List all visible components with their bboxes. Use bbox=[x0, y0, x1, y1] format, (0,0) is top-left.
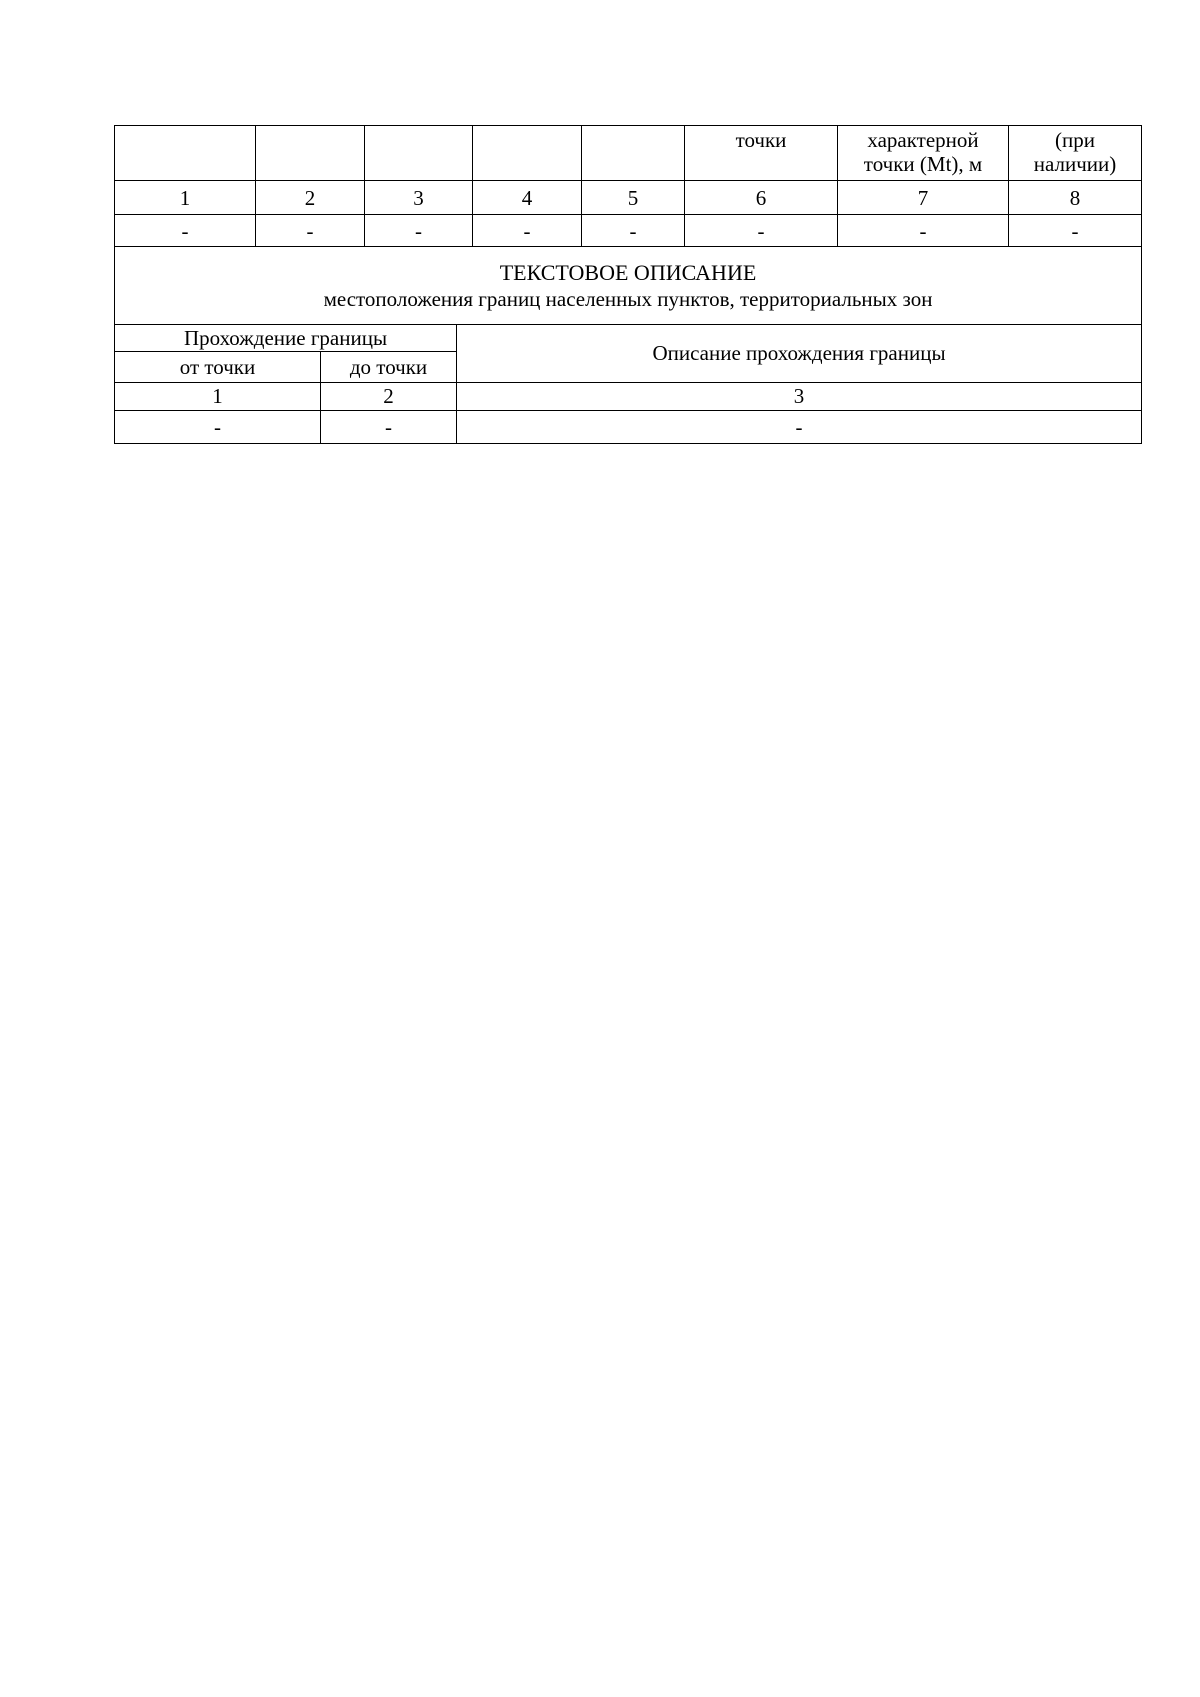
section-subtitle: местоположения границ населенных пунктов, территориальных зон bbox=[323, 286, 933, 311]
column-number-row bbox=[115, 181, 1142, 215]
column-number: 3 bbox=[457, 382, 1142, 410]
table-cell: - bbox=[256, 215, 365, 247]
table-cell: - bbox=[365, 215, 473, 247]
column-number: 4 bbox=[473, 181, 582, 215]
column-number: 8 bbox=[1009, 181, 1142, 215]
description-header-row bbox=[115, 324, 1142, 351]
header-cell-point: точки bbox=[685, 126, 838, 181]
table-cell: - bbox=[838, 215, 1009, 247]
from-point-header: от точки bbox=[115, 351, 321, 382]
column-number: 3 bbox=[365, 181, 473, 215]
column-number: 5 bbox=[582, 181, 685, 215]
table-cell: - bbox=[685, 215, 838, 247]
document-sheet bbox=[114, 125, 1141, 444]
header-cell bbox=[365, 126, 473, 181]
section-title: ТЕКСТОВОЕ ОПИСАНИЕ bbox=[499, 259, 757, 285]
header-cell bbox=[115, 126, 256, 181]
coordinates-table bbox=[114, 125, 1142, 325]
table-cell: - bbox=[115, 410, 321, 443]
table-cell: - bbox=[1009, 215, 1142, 247]
header-cell bbox=[582, 126, 685, 181]
table-row bbox=[115, 410, 1142, 443]
description-header: Описание прохождения границы bbox=[457, 324, 1142, 382]
table-cell: - bbox=[582, 215, 685, 247]
description-table bbox=[114, 324, 1142, 444]
coordinates-header-row bbox=[115, 126, 1142, 181]
header-cell bbox=[473, 126, 582, 181]
passage-header: Прохождение границы bbox=[115, 324, 457, 351]
to-point-header: до точки bbox=[321, 351, 457, 382]
table-row bbox=[115, 215, 1142, 247]
column-number: 2 bbox=[321, 382, 457, 410]
table-cell: - bbox=[321, 410, 457, 443]
header-cell-if-present: (при наличии) bbox=[1009, 126, 1142, 181]
table-cell: - bbox=[457, 410, 1142, 443]
table-cell: - bbox=[473, 215, 582, 247]
column-number: 2 bbox=[256, 181, 365, 215]
column-number: 7 bbox=[838, 181, 1009, 215]
section-title-cell bbox=[115, 247, 1142, 325]
column-number: 1 bbox=[115, 181, 256, 215]
column-number: 1 bbox=[115, 382, 321, 410]
header-cell-accuracy: характерной точки (Mt), м bbox=[838, 126, 1009, 181]
column-number-row bbox=[115, 382, 1142, 410]
section-title-row bbox=[115, 247, 1142, 325]
table-cell: - bbox=[115, 215, 256, 247]
column-number: 6 bbox=[685, 181, 838, 215]
header-cell bbox=[256, 126, 365, 181]
